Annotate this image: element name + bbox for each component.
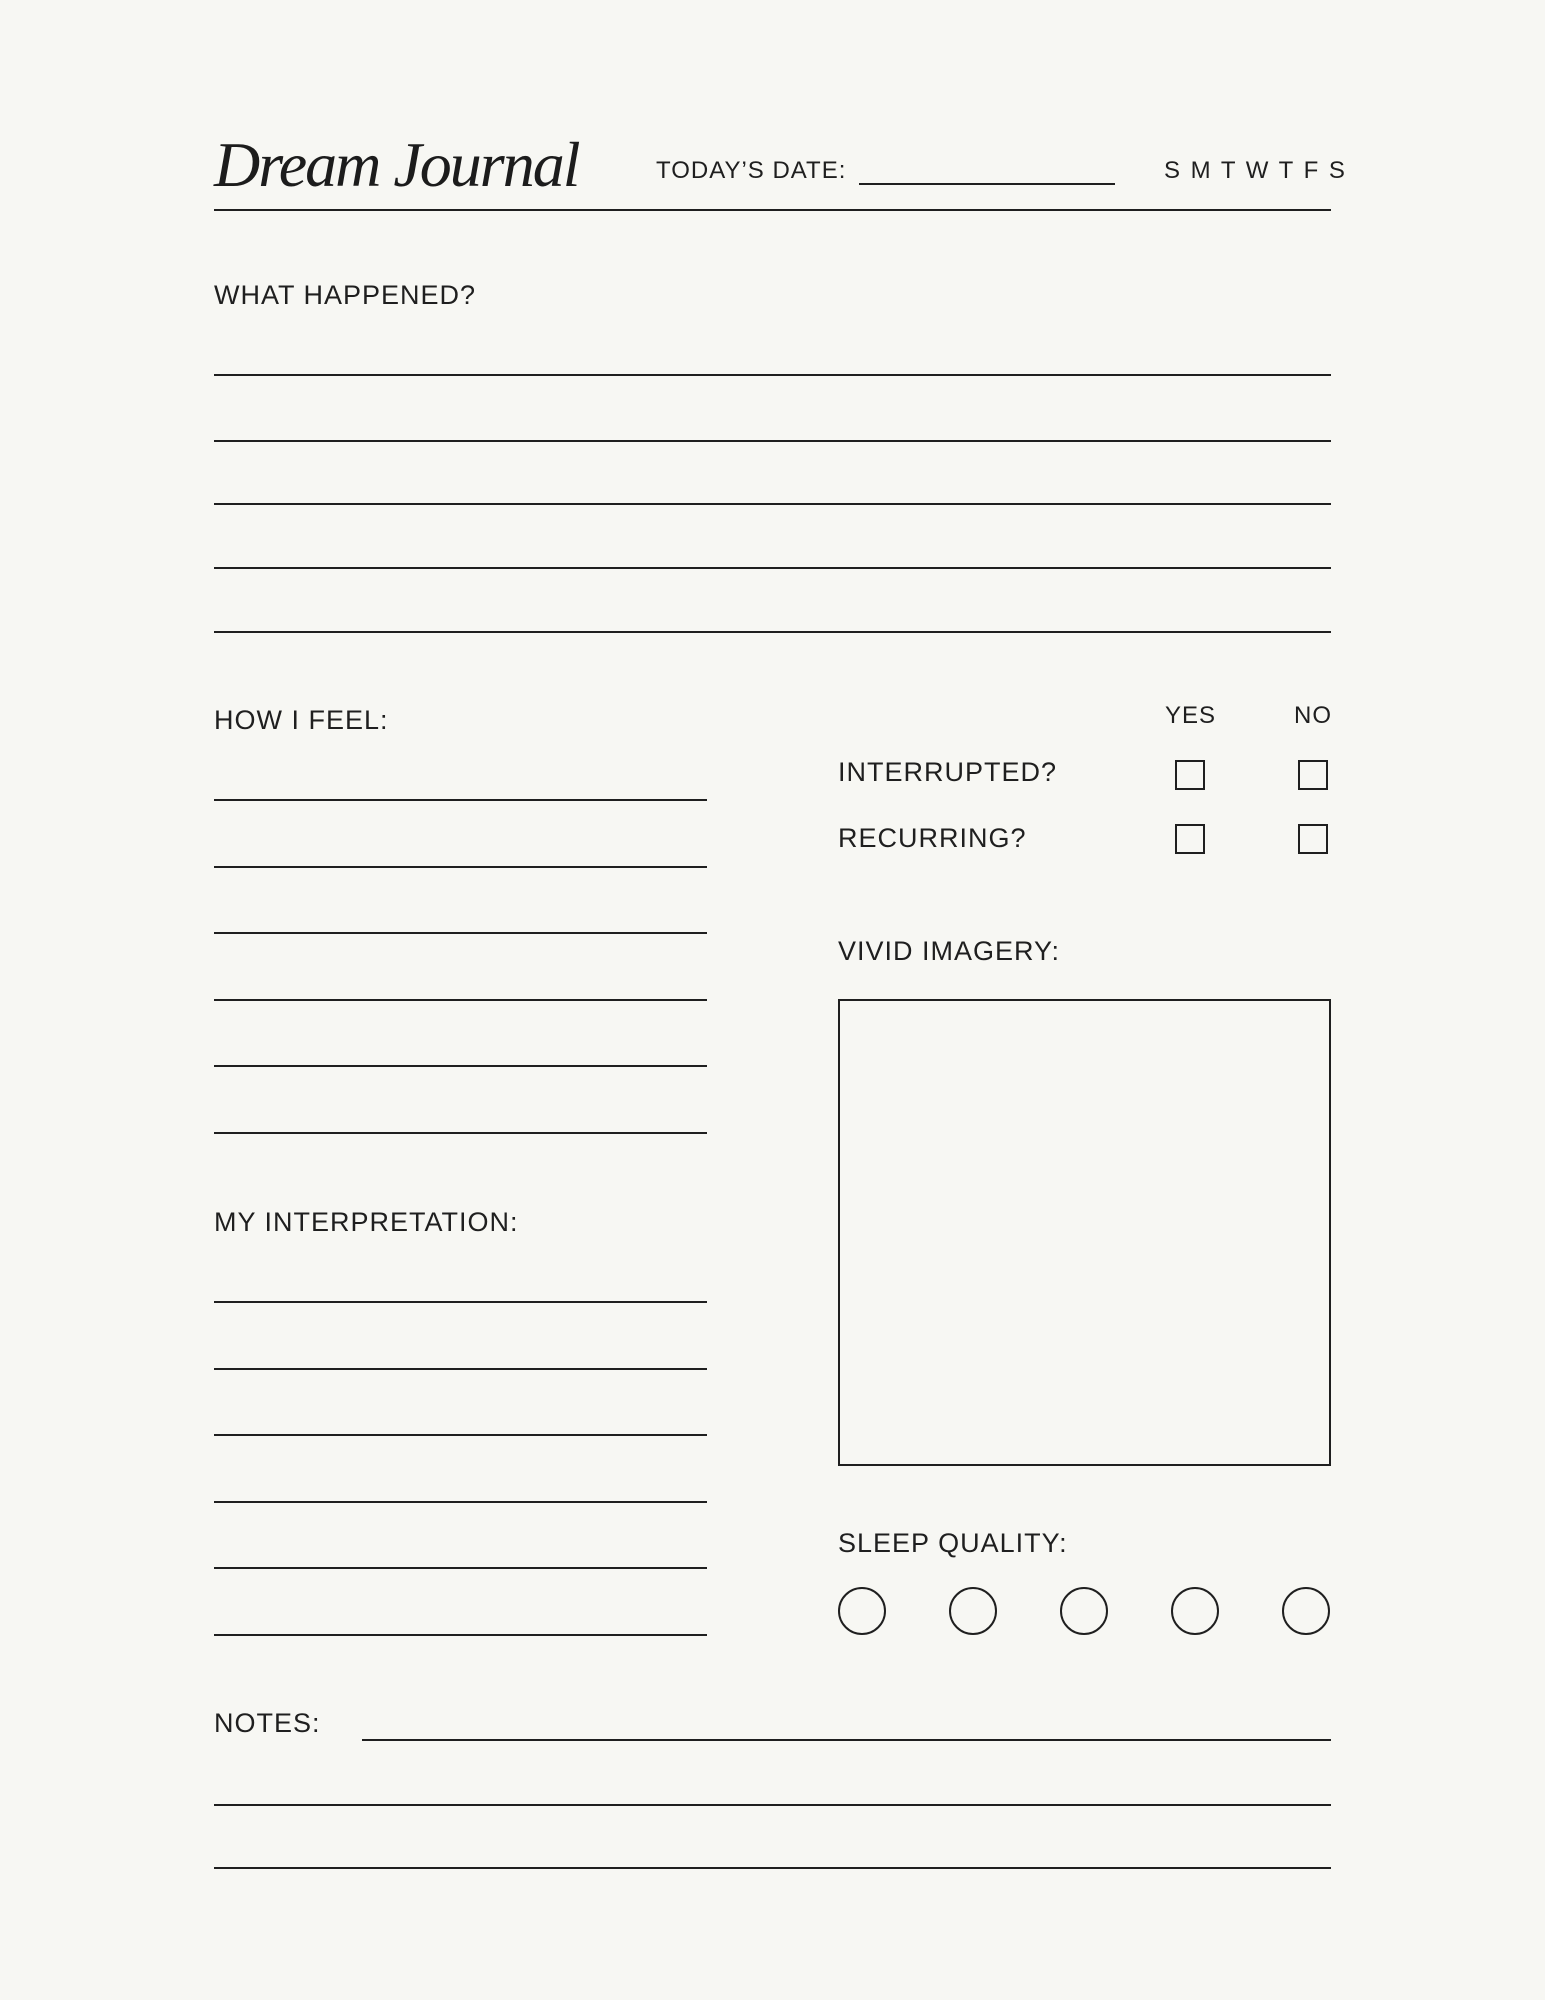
what-happened-line-2[interactable] bbox=[214, 440, 1331, 442]
interrupted-label: INTERRUPTED? bbox=[838, 757, 1058, 787]
sleep-quality-option-4[interactable] bbox=[1171, 1587, 1219, 1635]
header-divider bbox=[214, 209, 1331, 211]
date-label: TODAY’S DATE: bbox=[656, 157, 847, 184]
interrupted-no-checkbox[interactable] bbox=[1298, 760, 1328, 790]
how-i-feel-line-2[interactable] bbox=[214, 866, 707, 868]
notes-label: NOTES: bbox=[214, 1708, 321, 1738]
sleep-quality-label: SLEEP QUALITY: bbox=[838, 1528, 1068, 1558]
vivid-imagery-label: VIVID IMAGERY: bbox=[838, 936, 1061, 966]
recurring-yes-checkbox[interactable] bbox=[1175, 824, 1205, 854]
what-happened-line-4[interactable] bbox=[214, 567, 1331, 569]
sleep-quality-option-3[interactable] bbox=[1060, 1587, 1108, 1635]
notes-line-2[interactable] bbox=[214, 1804, 1331, 1806]
what-happened-line-3[interactable] bbox=[214, 503, 1331, 505]
what-happened-line-1[interactable] bbox=[214, 374, 1331, 376]
interpretation-line-2[interactable] bbox=[214, 1368, 707, 1370]
notes-line-3[interactable] bbox=[214, 1867, 1331, 1869]
what-happened-line-5[interactable] bbox=[214, 631, 1331, 633]
date-input-line[interactable] bbox=[859, 183, 1115, 185]
vivid-imagery-box[interactable] bbox=[838, 999, 1331, 1466]
interpretation-line-3[interactable] bbox=[214, 1434, 707, 1436]
what-happened-label: WHAT HAPPENED? bbox=[214, 280, 477, 310]
interpretation-line-6[interactable] bbox=[214, 1634, 707, 1636]
sleep-quality-option-1[interactable] bbox=[838, 1587, 886, 1635]
how-i-feel-line-5[interactable] bbox=[214, 1065, 707, 1067]
recurring-label: RECURRING? bbox=[838, 823, 1027, 853]
interrupted-yes-checkbox[interactable] bbox=[1175, 760, 1205, 790]
how-i-feel-line-6[interactable] bbox=[214, 1132, 707, 1134]
sleep-quality-option-5[interactable] bbox=[1282, 1587, 1330, 1635]
weekday-selector[interactable]: S M T W T F S bbox=[1164, 157, 1347, 184]
interpretation-line-4[interactable] bbox=[214, 1501, 707, 1503]
my-interpretation-label: MY INTERPRETATION: bbox=[214, 1207, 519, 1237]
interpretation-line-1[interactable] bbox=[214, 1301, 707, 1303]
yes-column-label: YES bbox=[1165, 702, 1217, 729]
how-i-feel-line-3[interactable] bbox=[214, 932, 707, 934]
how-i-feel-line-4[interactable] bbox=[214, 999, 707, 1001]
recurring-no-checkbox[interactable] bbox=[1298, 824, 1328, 854]
sleep-quality-option-2[interactable] bbox=[949, 1587, 997, 1635]
how-i-feel-line-1[interactable] bbox=[214, 799, 707, 801]
page-title: Dream Journal bbox=[214, 129, 579, 200]
interpretation-line-5[interactable] bbox=[214, 1567, 707, 1569]
notes-line-1[interactable] bbox=[362, 1739, 1331, 1741]
no-column-label: NO bbox=[1294, 702, 1332, 729]
how-i-feel-label: HOW I FEEL: bbox=[214, 705, 389, 735]
